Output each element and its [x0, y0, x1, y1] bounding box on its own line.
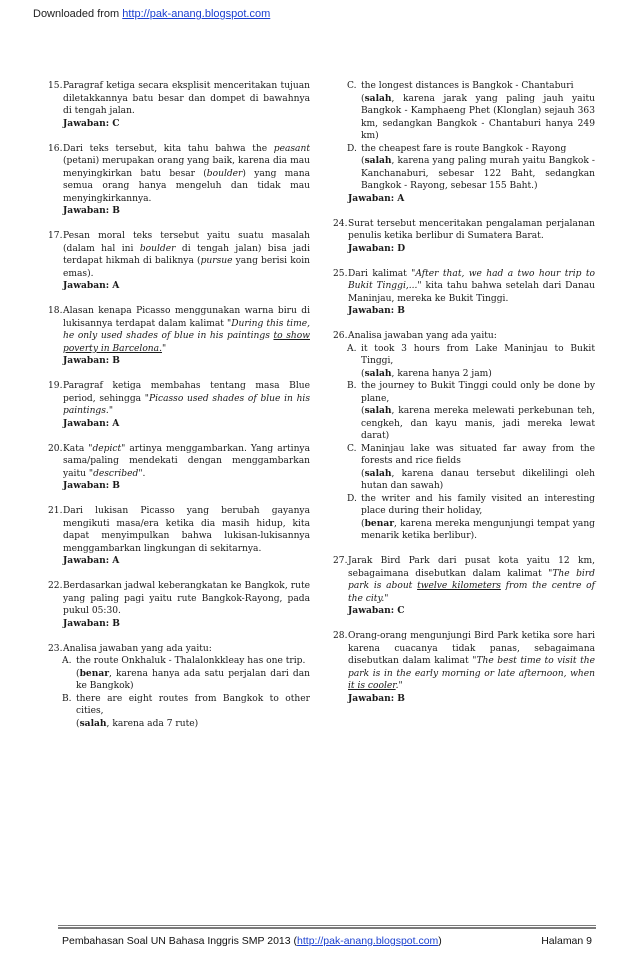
- question-text: di tengah jalan) bisa jadi terdapat hikmah di baliknya (: [63, 243, 310, 266]
- right-column: [333, 80, 595, 718]
- question-text: ) yang mana semua orang hanya mengeluh dan tidak mau menyingkirkannya.: [63, 168, 310, 204]
- answer-label: Jawaban: A: [63, 280, 120, 291]
- question-text: ": [108, 406, 113, 416]
- answer-label: Jawaban: B: [348, 305, 405, 316]
- verdict: salah: [364, 367, 392, 379]
- option-letter: C.: [347, 81, 357, 91]
- question-text: Dari lukisan Picasso yang berubah gayanya mengikuti masa/era ketika dia masih hidup, kita dapat menyimpulkan bahwa lukisan-lukisannya menggambarkan lingkungan di sekitarnya.: [63, 506, 310, 554]
- question-27: [333, 555, 595, 618]
- answer-label: Jawaban: D: [348, 242, 406, 254]
- question-text: Alasan kenapa Picasso menggunakan warna biru di lukisannya terdapat dalam kalimat ": [63, 306, 310, 329]
- question-text: " kita tahu bahwa setelah dari Danau Maninjau, mereka ke Bukit Tinggi.: [348, 281, 595, 304]
- option-text: there are eight routes from Bangkok to other cities,: [76, 693, 310, 716]
- italic-term: depict: [92, 443, 122, 454]
- page-footer: [62, 935, 592, 947]
- option-reason: (salah, karena yang paling murah yaitu Bangkok - Kanchanaburi, sebesar 122 Baht, sedangkan Bangkok - Rayong, sebesar 155 Baht.): [361, 155, 595, 191]
- question-text: Paragraf ketiga membahas tentang masa Blue period, sehingga ": [63, 381, 310, 404]
- question-number: 27.: [333, 556, 348, 566]
- question-17: [48, 230, 310, 293]
- verdict: salah: [364, 155, 392, 166]
- answer-label: Jawaban: A: [348, 192, 405, 204]
- option-26c: [347, 443, 595, 493]
- option-23a: [62, 655, 310, 693]
- question-number: 24.: [333, 218, 348, 229]
- header-link[interactable]: http://pak-anang.blogspot.com: [122, 8, 271, 20]
- option-text: the longest distances is Bangkok - Chantaburi: [361, 81, 574, 91]
- answer-label: Jawaban: B: [63, 205, 120, 216]
- question-20: [48, 443, 310, 493]
- question-26: [333, 330, 595, 343]
- reason-text: , karena mereka mengunjungi tempat yang menarik ketika berlibur).: [361, 518, 595, 541]
- footer-divider: [58, 927, 596, 929]
- reason-text: , karena hanya 2 jam): [391, 368, 492, 379]
- underlined-quote: to show poverty in Barcelona.: [63, 331, 310, 354]
- question-23: [48, 643, 310, 656]
- header-prefix: Downloaded from: [33, 8, 123, 20]
- answer-23: [333, 193, 595, 206]
- answer-label: Jawaban: B: [63, 617, 120, 629]
- question-text: Dari kalimat ": [348, 268, 416, 279]
- answer-label: Jawaban: C: [63, 117, 120, 129]
- question-15: [48, 80, 310, 130]
- question-text: Analisa jawaban yang ada yaitu:: [63, 643, 212, 654]
- question-text: Pesan moral teks tersebut yaitu suatu masalah (dalam hal ini: [63, 231, 310, 254]
- italic-quote: After that, we had a two hour trip to Bukit Tinggi,...: [348, 268, 595, 291]
- question-text: " artinya menggambarkan. Yang artinya sama/paling mendekati dengan menggambarkan yaitu ": [63, 443, 310, 479]
- option-26d: [347, 493, 595, 543]
- verdict: salah: [79, 717, 107, 729]
- answer-label: Jawaban: C: [348, 605, 405, 616]
- question-number: 25.: [333, 268, 348, 279]
- question-number: 28.: [333, 631, 348, 641]
- option-26a: [347, 343, 595, 381]
- option-letter: D.: [347, 493, 357, 504]
- answer-label: Jawaban: A: [63, 417, 120, 429]
- question-21: [48, 505, 310, 568]
- page-number: Halaman 9: [541, 935, 592, 947]
- option-letter: B.: [62, 693, 72, 704]
- footer-title-text: Pembahasan Soal UN Bahasa Inggris SMP 2013 (: [62, 935, 298, 947]
- option-letter: B.: [347, 381, 357, 391]
- option-reason: (salah, karena ada 7 rute): [76, 717, 199, 729]
- question-number: 18.: [48, 306, 63, 316]
- italic-term: pursue: [200, 256, 233, 266]
- option-23b: [62, 693, 310, 731]
- option-26b: [347, 380, 595, 443]
- left-column: [48, 80, 310, 730]
- question-number: 21.: [48, 506, 63, 516]
- option-reason: (salah, karena mereka melewati perkebunan teh, cengkeh, dan kayu manis, jadi mereka lewat darat): [361, 405, 595, 441]
- question-25: [333, 268, 595, 318]
- option-text: Maninjau lake was situated far away from the forests and rice fields: [361, 443, 595, 466]
- option-reason: (salah, karena hanya 2 jam): [361, 367, 492, 379]
- option-text: the journey to Bukit Tinggi could only be done by plane,: [361, 381, 595, 404]
- verdict: salah: [364, 92, 392, 104]
- verdict: benar: [364, 517, 395, 529]
- question-19: [48, 380, 310, 430]
- option-text: the writer and his family visited an interesting place during their holiday,: [361, 493, 595, 516]
- question-text: ": [398, 681, 403, 691]
- footer-title-text: ): [438, 935, 442, 947]
- question-text: Analisa jawaban yang ada yaitu:: [348, 331, 497, 341]
- question-number: 15.: [48, 81, 63, 91]
- italic-quote: The bird park is about: [348, 568, 596, 591]
- answer-label: Jawaban: B: [348, 692, 405, 704]
- option-text: the route Onkhaluk - Thalalonkkleay has one trip.: [76, 656, 306, 666]
- underlined-quote: it is cooler: [348, 681, 396, 691]
- verdict: benar: [79, 667, 110, 679]
- option-letter: C.: [347, 443, 357, 454]
- italic-term: boulder: [139, 243, 176, 254]
- italic-quote: The best time to visit the park is in the early morning or late afternoon, when: [348, 656, 595, 679]
- option-letter: A.: [62, 656, 72, 666]
- question-22: [48, 580, 310, 630]
- question-text: Dari teks tersebut, kita tahu bahwa the: [63, 143, 274, 154]
- option-reason: (benar, karena mereka mengunjungi tempat yang menarik ketika berlibur).: [361, 517, 595, 541]
- option-letter: A.: [347, 343, 357, 354]
- reason-text: , karena yang paling murah yaitu Bangkok - Kanchanaburi, sebesar 122 Baht, sedangkan Bangkok - Rayong, sebesar 155 Baht.): [361, 156, 595, 191]
- italic-term: described: [93, 468, 139, 479]
- question-text: ": [384, 593, 389, 604]
- option-letter: D.: [347, 143, 357, 154]
- reason-text: , karena jarak yang paling jauh yaitu Bangkok - Kamphaeng Phet (Klonglan) sejauh 363 km, sedangkan Bangkok - Chantaburi hanya 249 km): [361, 93, 595, 141]
- question-number: 19.: [48, 381, 63, 391]
- footer-link[interactable]: http://pak-anang.blogspot.com: [297, 935, 439, 947]
- question-24: [333, 218, 595, 256]
- answer-label: Jawaban: B: [63, 480, 120, 491]
- option-23c: [347, 80, 595, 143]
- italic-term: boulder: [206, 168, 243, 179]
- question-28: [333, 630, 595, 705]
- question-text: Kata ": [63, 443, 93, 454]
- download-header: [33, 8, 593, 20]
- question-number: 20.: [48, 443, 63, 454]
- reason-text: , karena mereka melewati perkebunan teh, cengkeh, dan kayu manis, jadi mereka lewat darat): [361, 406, 595, 441]
- question-text: (petani) merupakan orang yang baik, karena dia mau menyingkirkan batu besar (: [63, 156, 310, 179]
- answer-label: Jawaban: B: [63, 355, 120, 366]
- question-text: ".: [138, 468, 146, 479]
- option-text: the cheapest fare is route Bangkok - Rayong: [361, 143, 567, 154]
- option-23d: [347, 143, 595, 193]
- option-reason: (salah, karena jarak yang paling jauh yaitu Bangkok - Kamphaeng Phet (Klonglan) sejauh 363 km, sedangkan Bangkok - Chantaburi hanya 249 km): [361, 92, 595, 141]
- verdict: salah: [364, 405, 392, 416]
- question-text: Jarak Bird Park dari pusat kota yaitu 12 km, sebagaimana disebutkan dalam kalimat ": [348, 556, 595, 579]
- italic-quote: from the centre of the city.: [348, 581, 596, 604]
- question-number: 16.: [48, 143, 63, 154]
- question-text: Surat tersebut menceritakan pengalaman perjalanan penulis ketika berlibur di Sumatera Barat.: [348, 218, 595, 241]
- question-text: ": [161, 343, 167, 354]
- question-number: 23.: [48, 643, 63, 654]
- verdict: salah: [364, 467, 392, 479]
- question-number: 22.: [48, 581, 63, 591]
- reason-text: , karena hanya ada satu perjalan dari dan ke Bangkok): [76, 668, 310, 691]
- footer-title: [62, 935, 442, 947]
- question-number: 17.: [48, 231, 63, 241]
- answer-label: Jawaban: A: [63, 555, 120, 566]
- italic-quote: .: [395, 681, 399, 691]
- underlined-quote: twelve kilometers: [417, 581, 501, 591]
- question-number: 26.: [333, 331, 348, 341]
- footer-divider: [58, 925, 596, 926]
- italic-term: peasant: [273, 143, 310, 154]
- italic-quote: During this time, he only used shades of blue in his paintings: [63, 318, 310, 341]
- question-text: Berdasarkan jadwal keberangkatan ke Bangkok, rute yang paling pagi yaitu rute Bangkok-Rayong, pada pukul 05:30.: [63, 581, 310, 616]
- question-18: [48, 305, 310, 368]
- question-16: [48, 143, 310, 218]
- italic-quote: Picasso used shades of blue in his paintings.: [63, 393, 310, 416]
- question-text: Orang-orang mengunjungi Bird Park ketika sore hari karena cuacanya tidak panas, sebagaimana disebutkan dalam kalimat ": [348, 631, 595, 666]
- reason-text: , karena ada 7 rute): [106, 718, 199, 729]
- question-text: yang berisi koin emas).: [63, 256, 310, 279]
- question-text: Paragraf ketiga secara eksplisit menceritakan tujuan diletakkannya batu besar dan dompet di bawahnya di tengah jalan.: [63, 81, 310, 116]
- option-reason: (salah, karena danau tersebut dikelilingi oleh hutan dan sawah): [361, 467, 595, 491]
- reason-text: , karena danau tersebut dikelilingi oleh hutan dan sawah): [361, 468, 595, 491]
- option-text: it took 3 hours from Lake Maninjau to Bukit Tinggi,: [361, 343, 595, 366]
- option-reason: (benar, karena hanya ada satu perjalan dari dan ke Bangkok): [76, 667, 310, 691]
